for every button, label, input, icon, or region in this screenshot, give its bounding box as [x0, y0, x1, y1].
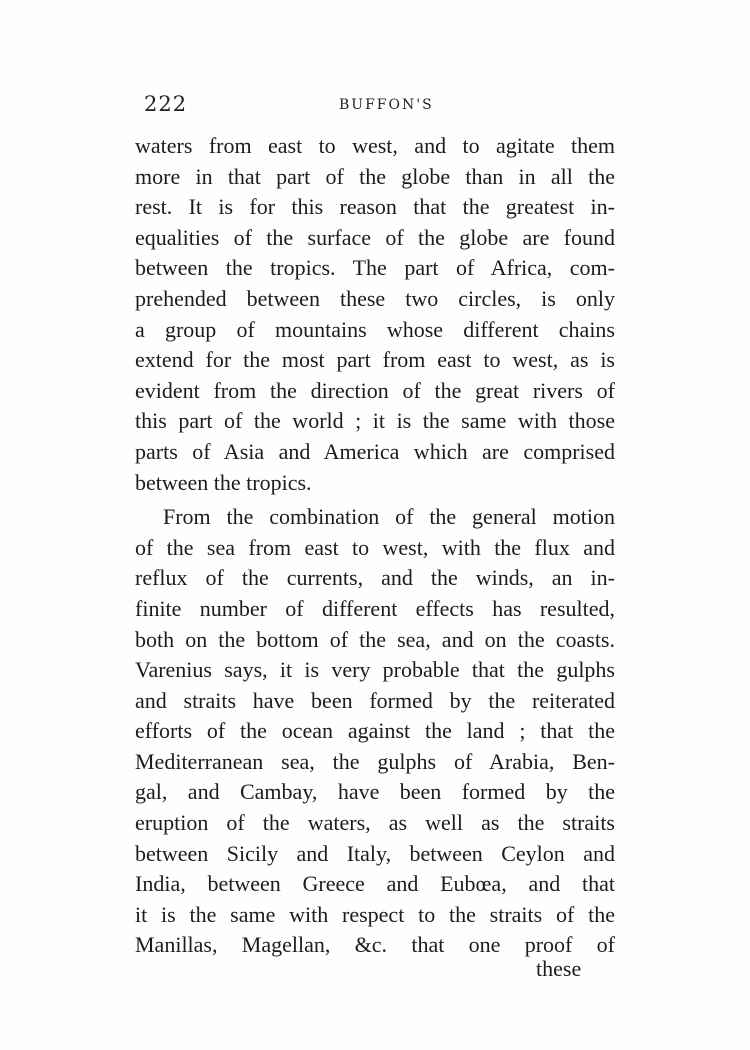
- text-line: equalities of the surface of the globe are found: [135, 224, 615, 250]
- running-head: [144, 92, 614, 122]
- catchword: these: [536, 956, 582, 981]
- text-line: more in that part of the globe than in all the: [135, 163, 615, 189]
- text-line: waters from east to west, and to agitate them: [135, 133, 615, 158]
- paragraph-first-line: From the combination of the general motion: [163, 504, 615, 530]
- text-line: eruption of the waters, as well as the straits: [135, 810, 615, 836]
- paragraph-end-line: between the tropics.: [135, 469, 312, 495]
- body-text: [135, 131, 615, 961]
- text-line: and straits have been formed by the reiterated: [135, 687, 615, 713]
- text-line: Mediterranean sea, the gulphs of Arabia, Ben-: [135, 748, 615, 774]
- text-line: finite number of different effects has resulted,: [135, 595, 615, 621]
- text-line: reflux of the currents, and the winds, an in-: [135, 565, 615, 591]
- running-title: BUFFON'S: [339, 97, 434, 113]
- text-line: a group of mountains whose different chains: [135, 316, 615, 342]
- text-line: Manillas, Magellan, &c. that one proof of: [135, 932, 615, 958]
- text-line: between Sicily and Italy, between Ceylon and: [135, 840, 615, 866]
- text-line: between the tropics. The part of Africa, com-: [135, 255, 615, 281]
- text-line: it is the same with respect to the straits of the: [135, 901, 615, 927]
- text-line: efforts of the ocean against the land ; that the: [135, 718, 615, 744]
- page-number: 222: [144, 92, 188, 116]
- text-line: Varenius says, it is very probable that the gulphs: [135, 657, 615, 683]
- text-line: rest. It is for this reason that the greatest in-: [135, 194, 615, 220]
- text-line: of the sea from east to west, with the flux and: [135, 534, 615, 560]
- text-line: evident from the direction of the great rivers of: [135, 377, 615, 403]
- text-line: India, between Greece and Eubœa, and that: [135, 871, 615, 897]
- text-line: parts of Asia and America which are comprised: [135, 438, 615, 464]
- text-line: gal, and Cambay, have been formed by the: [135, 779, 615, 805]
- text-line: prehended between these two circles, is only: [135, 285, 615, 311]
- text-line: both on the bottom of the sea, and on the coasts.: [135, 626, 615, 652]
- text-line: extend for the most part from east to west, as is: [135, 347, 615, 373]
- text-line: this part of the world ; it is the same with those: [135, 408, 615, 434]
